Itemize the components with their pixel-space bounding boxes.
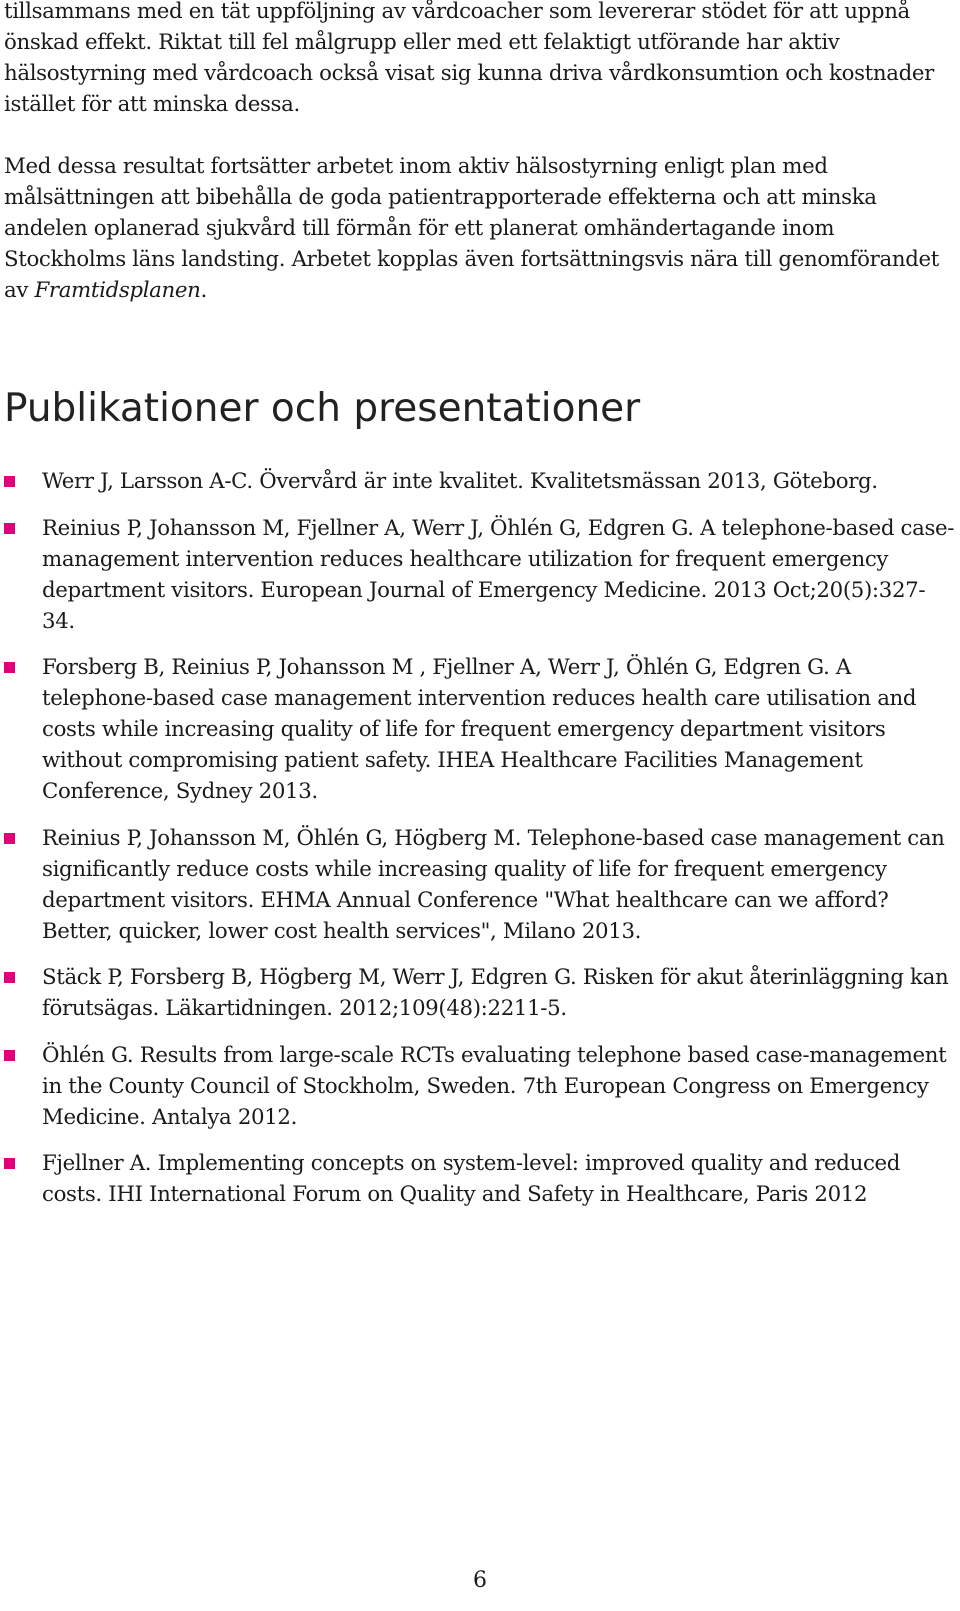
reference-text: Forsberg B, Reinius P, Johansson M , Fjellner A, Werr J, Öhlén G, Edgren G. A telephone-based case management intervention reduces health care utilisation and costs while increasing quality of life for frequent emergency department visitors without compromising patient safety. IHEA Healthcare Facilities Management Conference, Sydney 2013. [42, 655, 917, 804]
square-bullet-icon [4, 1158, 15, 1169]
reference-item [4, 1040, 956, 1133]
reference-item [4, 1148, 956, 1210]
square-bullet-icon [4, 972, 15, 983]
body-paragraph-2 [4, 151, 954, 306]
body-paragraph-2-text: Med dessa resultat fortsätter arbetet inom aktiv hälsostyrning enligt plan med målsättningen att bibehålla de goda patientrapporterade effekterna och att minska andelen oplanerad sjukvård till förmån för ett planerat omhändertagande inom Stockholms läns landsting. Arbetet kopplas även fortsättningsvis nära till genomförandet av [4, 154, 939, 303]
reference-item [4, 466, 956, 497]
reference-item [4, 823, 956, 947]
reference-text: Stäck P, Forsberg B, Högberg M, Werr J, Edgren G. Risken för akut återinläggning kan förutsägas. Läkartidningen. 2012;109(48):2211-5. [42, 965, 949, 1021]
section-heading: Publikationer och presentationer [4, 386, 641, 431]
reference-item [4, 652, 956, 807]
square-bullet-icon [4, 833, 15, 844]
square-bullet-icon [4, 476, 15, 487]
reference-text: Reinius P, Johansson M, Öhlén G, Högberg M. Telephone-based case management can significantly reduce costs while increasing quality of life for frequent emergency department visitors. EHMA Annual Conference "What healthcare can we afford? Better, quicker, lower cost health services", Milano 2013. [42, 825, 945, 944]
reference-list [4, 466, 956, 1226]
page-number: 6 [473, 1568, 487, 1593]
reference-text: Fjellner A. Implementing concepts on system-level: improved quality and reduced costs. IHI International Forum on Quality and Safety in Healthcare, Paris 2012 [42, 1151, 901, 1207]
reference-item [4, 962, 956, 1024]
square-bullet-icon [4, 1050, 15, 1061]
reference-text: Werr J, Larsson A-C. Övervård är inte kvalitet. Kvalitetsmässan 2013, Göteborg. [42, 469, 878, 494]
framtidsplanen-italic: Framtidsplanen [34, 278, 201, 303]
square-bullet-icon [4, 662, 15, 673]
reference-text: Öhlén G. Results from large-scale RCTs evaluating telephone based case-management in the County Council of Stockholm, Sweden. 7th European Congress on Emergency Medicine. Antalya 2012. [42, 1042, 947, 1130]
body-paragraph-2-end: . [200, 278, 207, 303]
body-paragraph-1: tillsammans med en tät uppföljning av vårdcoacher som levererar stödet för att uppnå önskad effekt. Riktat till fel målgrupp eller med ett felaktigt utförande har aktiv hälsostyrning med vårdcoach också visat sig kunna driva vårdkonsumtion och kostnader istället för att minska dessa. [4, 0, 934, 117]
reference-item [4, 513, 956, 637]
reference-text: Reinius P, Johansson M, Fjellner A, Werr J, Öhlén G, Edgren G. A telephone-based case-management intervention reduces healthcare utilization for frequent emergency department visitors. European Journal of Emergency Medicine. 2013 Oct;20(5):327-34. [42, 515, 955, 634]
square-bullet-icon [4, 523, 15, 534]
